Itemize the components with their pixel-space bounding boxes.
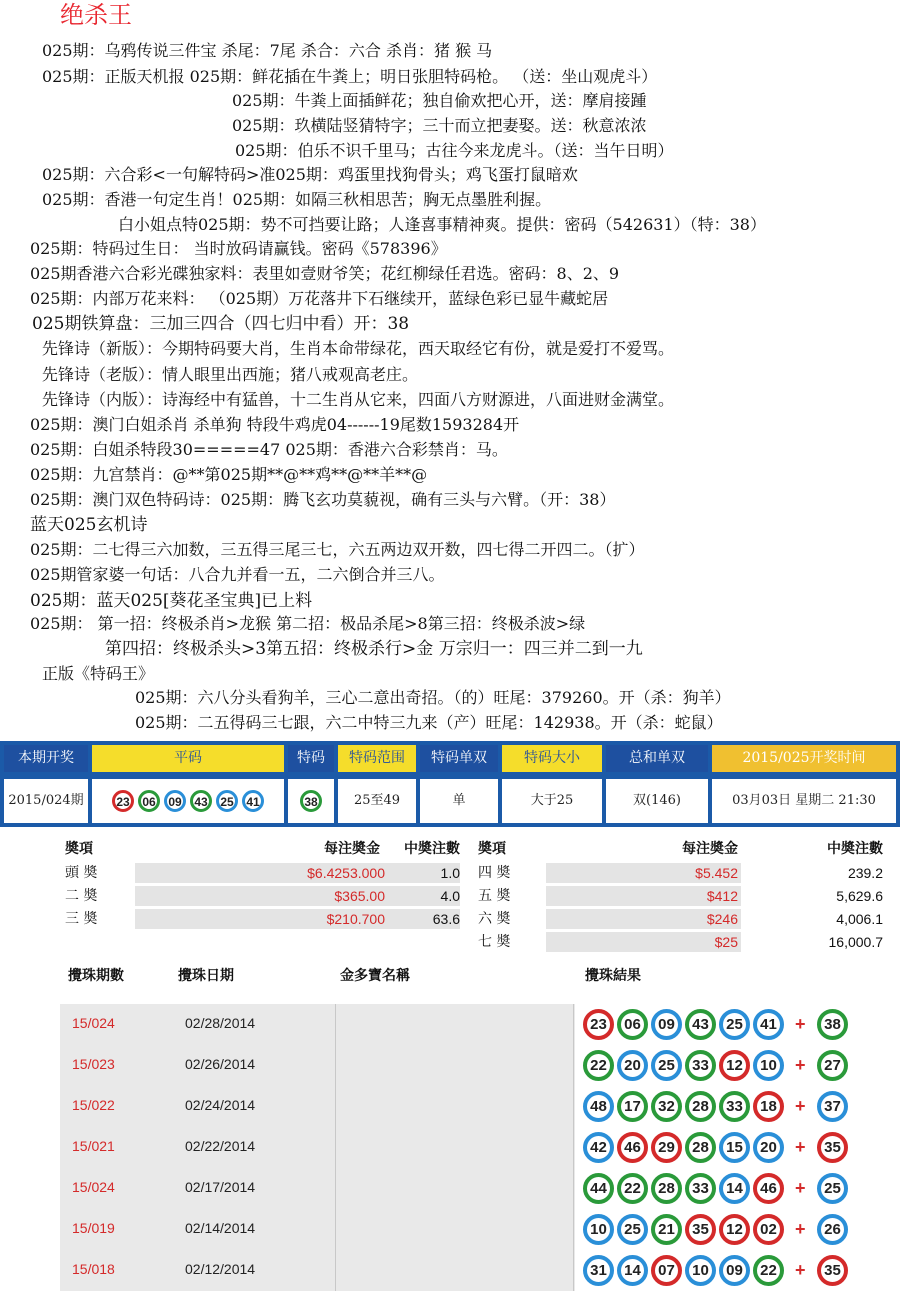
flat-ball: 23 xyxy=(112,790,134,812)
prize-amount: $365.00 xyxy=(334,888,385,904)
result-special-ball: 25 xyxy=(817,1173,848,1204)
result-ball: 20 xyxy=(753,1132,784,1163)
result-ball: 06 xyxy=(617,1009,648,1040)
prize-count: 1.0 xyxy=(440,865,460,881)
table-row xyxy=(60,1209,880,1250)
column-divider xyxy=(335,1086,336,1127)
plus-icon: + xyxy=(795,1137,806,1157)
tip-line: 025期管家婆一句话：八合九并看一五，二六倒合并三八。 xyxy=(30,565,445,584)
history-result xyxy=(575,1045,880,1086)
tip-line: 第四招：终极杀头>3第五招：终极杀行>金 万宗归一：四三并二到一九 xyxy=(105,639,643,659)
prize-header-name: 奬項 xyxy=(65,841,93,857)
prize-name: 六 奬 xyxy=(478,911,511,927)
result-ball: 10 xyxy=(753,1050,784,1081)
prize-name: 三 奬 xyxy=(65,911,98,927)
prize-name: 頭 奬 xyxy=(65,865,98,881)
prize-row xyxy=(65,885,460,907)
header-flat-numbers: 平码 xyxy=(92,745,284,772)
result-ball: 14 xyxy=(719,1173,750,1204)
history-period: 15/019 xyxy=(72,1220,115,1236)
result-ball: 31 xyxy=(583,1255,614,1286)
special-range: 25至49 xyxy=(338,779,416,823)
tip-line: 025期：二七得三六加数，三五得三尾三七，六五两边双开数，四七得二开四二。（扩） xyxy=(30,540,645,559)
tip-line: 025期：内部万花来料： （025期）万花落井下石继续开，蓝绿色彩已显牛藏蛇居 xyxy=(30,289,609,308)
tip-line: 先锋诗（新版）：今期特码要大肖，生肖本命带绿花，西天取经它有份，就是爱打不爱骂。 xyxy=(42,339,675,358)
result-ball: 22 xyxy=(753,1255,784,1286)
prize-count: 239.2 xyxy=(847,865,883,881)
history-period: 15/021 xyxy=(72,1138,115,1154)
header-size: 特码大小 xyxy=(502,745,602,772)
result-ball: 09 xyxy=(651,1009,682,1040)
result-ball: 02 xyxy=(753,1214,784,1245)
history-period: 15/024 xyxy=(72,1015,115,1031)
column-divider xyxy=(573,1127,574,1168)
result-special-ball: 35 xyxy=(817,1132,848,1163)
result-special-ball: 26 xyxy=(817,1214,848,1245)
table-row xyxy=(60,1127,880,1168)
result-ball: 29 xyxy=(651,1132,682,1163)
tip-line: 025期：六合彩<一句解特码>准025期：鸡蛋里找狗骨头；鸡飞蛋打鼠暗欢 xyxy=(42,165,578,184)
plus-icon: + xyxy=(795,1260,806,1280)
prize-amount: $25 xyxy=(714,934,738,950)
flat-ball: 06 xyxy=(138,790,160,812)
history-result xyxy=(575,1168,880,1209)
tip-line: 025期：白姐杀特段30=====47 025期：香港六合彩禁肖：马。 xyxy=(30,440,508,459)
result-ball: 48 xyxy=(583,1091,614,1122)
tip-line: 025期：六八分头看狗羊，三心二意出奇招。（的）旺尾：379260。开（杀：狗羊） xyxy=(135,688,731,707)
column-divider xyxy=(335,1168,336,1209)
result-ball: 25 xyxy=(651,1050,682,1081)
flat-balls xyxy=(92,779,284,823)
history-header-period: 攪珠期數 xyxy=(68,968,124,984)
column-divider xyxy=(335,1209,336,1250)
result-special-ball: 35 xyxy=(817,1255,848,1286)
column-divider xyxy=(573,1209,574,1250)
result-ball: 17 xyxy=(617,1091,648,1122)
flat-ball: 41 xyxy=(242,790,264,812)
header-current-draw: 本期开奖 xyxy=(4,745,88,772)
prize-amount: $5.452 xyxy=(695,865,738,881)
result-ball: 25 xyxy=(719,1009,750,1040)
result-ball: 28 xyxy=(685,1132,716,1163)
result-ball: 46 xyxy=(617,1132,648,1163)
tip-line: 025期：蓝天025[葵花圣宝典]已上料 xyxy=(30,591,313,611)
column-divider xyxy=(573,1004,574,1045)
result-ball: 44 xyxy=(583,1173,614,1204)
header-special: 特码 xyxy=(288,745,334,772)
tip-line: 025期：乌鸦传说三件宝 杀尾：7尾 杀合：六合 杀肖：猪 猴 马 xyxy=(42,41,493,60)
result-special-ball: 38 xyxy=(817,1009,848,1040)
result-ball: 28 xyxy=(651,1173,682,1204)
result-ball: 43 xyxy=(685,1009,716,1040)
column-divider xyxy=(573,1086,574,1127)
result-ball: 09 xyxy=(719,1255,750,1286)
tip-line: 025期：伯乐不识千里马；古往今来龙虎斗。（送：当午日明） xyxy=(235,141,674,160)
prize-header-count: 中奬注數 xyxy=(827,841,883,857)
result-ball: 42 xyxy=(583,1132,614,1163)
result-ball: 12 xyxy=(719,1214,750,1245)
history-result xyxy=(575,1004,880,1045)
history-result xyxy=(575,1086,880,1127)
plus-icon: + xyxy=(795,1096,806,1116)
result-ball: 33 xyxy=(719,1091,750,1122)
prize-row xyxy=(65,862,460,884)
prize-amount: $210.700 xyxy=(326,911,385,927)
result-ball: 07 xyxy=(651,1255,682,1286)
history-date: 02/22/2014 xyxy=(185,1138,256,1154)
page-title: 绝杀王 xyxy=(60,1,132,29)
result-ball: 23 xyxy=(583,1009,614,1040)
result-ball: 41 xyxy=(753,1009,784,1040)
prize-header-count: 中奬注數 xyxy=(404,841,460,857)
result-ball: 46 xyxy=(753,1173,784,1204)
result-ball: 21 xyxy=(651,1214,682,1245)
prize-name: 二 奬 xyxy=(65,888,98,904)
history-header-result: 攪珠結果 xyxy=(585,968,641,984)
prize-header-name: 奬項 xyxy=(478,841,506,857)
tip-line: 025期：澳门双色特码诗：025期：腾飞玄功莫藐视，确有三头与六臂。（开：38） xyxy=(30,490,616,509)
prize-name: 七 奬 xyxy=(478,934,511,950)
prize-row xyxy=(65,908,460,930)
column-divider xyxy=(335,1004,336,1045)
plus-icon: + xyxy=(795,1055,806,1075)
prize-count: 4.0 xyxy=(440,888,460,904)
history-date: 02/12/2014 xyxy=(185,1261,256,1277)
column-divider xyxy=(335,1127,336,1168)
tip-line: 先锋诗（内版）：诗海经中有猛兽，十二生肖从它来，四面八方财源进，八面进财金满堂。 xyxy=(42,390,675,409)
prize-name: 五 奬 xyxy=(478,888,511,904)
draw-result-table xyxy=(0,741,900,827)
result-ball: 12 xyxy=(719,1050,750,1081)
prize-row xyxy=(478,862,883,884)
result-special-ball: 27 xyxy=(817,1050,848,1081)
column-divider xyxy=(335,1250,336,1291)
result-ball: 15 xyxy=(719,1132,750,1163)
prize-amount: $412 xyxy=(706,888,738,904)
tip-line: 025期：香港一句定生肖！025期：如隔三秋相思苦；胸无点墨胜利握。 xyxy=(42,190,552,209)
result-ball: 20 xyxy=(617,1050,648,1081)
plus-icon: + xyxy=(795,1219,806,1239)
sum-odd-even: 双(146) xyxy=(606,779,708,823)
tip-line: 025期：九宫禁肖：@**第025期**@**鸡**@**羊**@ xyxy=(30,465,428,484)
tip-line: 025期：特码过生日： 当时放码请赢钱。密码《578396》 xyxy=(30,239,447,258)
history-date: 02/26/2014 xyxy=(185,1056,256,1072)
history-header-name: 金多寶名稱 xyxy=(340,968,410,984)
column-divider xyxy=(573,1168,574,1209)
prize-header-right xyxy=(478,838,883,860)
history-result xyxy=(575,1209,880,1250)
column-divider xyxy=(573,1045,574,1086)
plus-icon: + xyxy=(795,1178,806,1198)
prize-row xyxy=(478,908,883,930)
history-period: 15/022 xyxy=(72,1097,115,1113)
history-date: 02/28/2014 xyxy=(185,1015,256,1031)
history-date: 02/14/2014 xyxy=(185,1220,256,1236)
result-ball: 33 xyxy=(685,1050,716,1081)
tip-line: 025期： 第一招：终极杀肖>龙猴 第二招：极品杀尾>8第三招：终极杀波>绿 xyxy=(30,614,586,633)
result-special-ball: 37 xyxy=(817,1091,848,1122)
column-divider xyxy=(335,1045,336,1086)
result-ball: 14 xyxy=(617,1255,648,1286)
header-next-time: 2015/025开奖时间 xyxy=(712,745,896,772)
result-ball: 25 xyxy=(617,1214,648,1245)
table-row xyxy=(60,1045,880,1086)
draw-period: 2015/024期 xyxy=(4,779,88,823)
prize-count: 16,000.7 xyxy=(828,934,883,950)
history-header-date: 攪珠日期 xyxy=(178,968,234,984)
tip-line: 正版《特码王》 xyxy=(42,664,155,683)
tip-line: 先锋诗（老版）：情人眼里出西施；猪八戒观高老庄。 xyxy=(42,365,419,384)
prize-row xyxy=(478,885,883,907)
flat-ball: 09 xyxy=(164,790,186,812)
special-ball-cell xyxy=(288,779,334,823)
tip-line: 025期：正版天机报 025期：鲜花插在牛粪上；明日张胆特码枪。 （送：坐山观虎斗） xyxy=(42,67,658,86)
table-row xyxy=(60,1250,880,1291)
table-row xyxy=(60,1086,880,1127)
flat-ball: 25 xyxy=(216,790,238,812)
history-date: 02/24/2014 xyxy=(185,1097,256,1113)
prize-row xyxy=(478,931,883,953)
tip-line: 025期：牛粪上面插鲜花；独自偷欢把心开，送：摩肩接踵 xyxy=(232,91,647,110)
prize-amount: $246 xyxy=(706,911,738,927)
special-size: 大于25 xyxy=(502,779,602,823)
prize-header-left xyxy=(65,838,460,860)
prize-count: 63.6 xyxy=(432,911,460,927)
plus-icon: + xyxy=(795,1014,806,1034)
tip-line: 025期：玖横陆竖猜特字；三十而立把妻娶。送：秋意浓浓 xyxy=(232,116,647,135)
tip-line: 白小姐点特025期：势不可挡要让路；人逢喜事精神爽。提供：密码（542631）（特：38） xyxy=(118,215,766,234)
header-special-range: 特码范围 xyxy=(338,745,416,772)
result-ball: 28 xyxy=(685,1091,716,1122)
header-odd-even: 特码单双 xyxy=(420,745,498,772)
prize-name: 四 奬 xyxy=(478,865,511,881)
history-period: 15/024 xyxy=(72,1179,115,1195)
history-result xyxy=(575,1250,880,1291)
tip-line: 025期：二五得码三七跟，六二中特三九来（产）旺尾：142938。开（杀：蛇鼠） xyxy=(135,713,723,732)
result-ball: 35 xyxy=(685,1214,716,1245)
special-odd-even: 单 xyxy=(420,779,498,823)
tip-line: 蓝天025玄机诗 xyxy=(30,515,148,535)
result-ball: 10 xyxy=(685,1255,716,1286)
prize-amount: $6.4253.000 xyxy=(307,865,385,881)
table-row xyxy=(60,1004,880,1045)
next-draw-time: 03月03日 星期二 21:30 xyxy=(712,779,896,823)
history-date: 02/17/2014 xyxy=(185,1179,256,1195)
result-ball: 22 xyxy=(617,1173,648,1204)
tip-line: 025期：澳门白姐杀肖 杀单狗 特段牛鸡虎04------19尾数1593284开 xyxy=(30,415,520,434)
prize-count: 5,629.6 xyxy=(836,888,883,904)
flat-ball: 43 xyxy=(190,790,212,812)
result-ball: 33 xyxy=(685,1173,716,1204)
history-result xyxy=(575,1127,880,1168)
prize-header-amount: 每注奬金 xyxy=(682,841,738,857)
result-ball: 10 xyxy=(583,1214,614,1245)
prize-header-amount: 每注奬金 xyxy=(324,841,380,857)
result-ball: 18 xyxy=(753,1091,784,1122)
header-sum-odd-even: 总和单双 xyxy=(606,745,708,772)
history-period: 15/018 xyxy=(72,1261,115,1277)
result-ball: 32 xyxy=(651,1091,682,1122)
prize-count: 4,006.1 xyxy=(836,911,883,927)
tip-line: 025期香港六合彩光碟独家料：表里如壹财爷笑；花红柳绿任君选。密码：8、2、9 xyxy=(30,264,620,283)
tip-line: 025期铁算盘：三加三四合（四七归中看）开：38 xyxy=(32,314,410,334)
history-period: 15/023 xyxy=(72,1056,115,1072)
special-ball: 38 xyxy=(300,790,322,812)
column-divider xyxy=(573,1250,574,1291)
table-row xyxy=(60,1168,880,1209)
result-ball: 22 xyxy=(583,1050,614,1081)
